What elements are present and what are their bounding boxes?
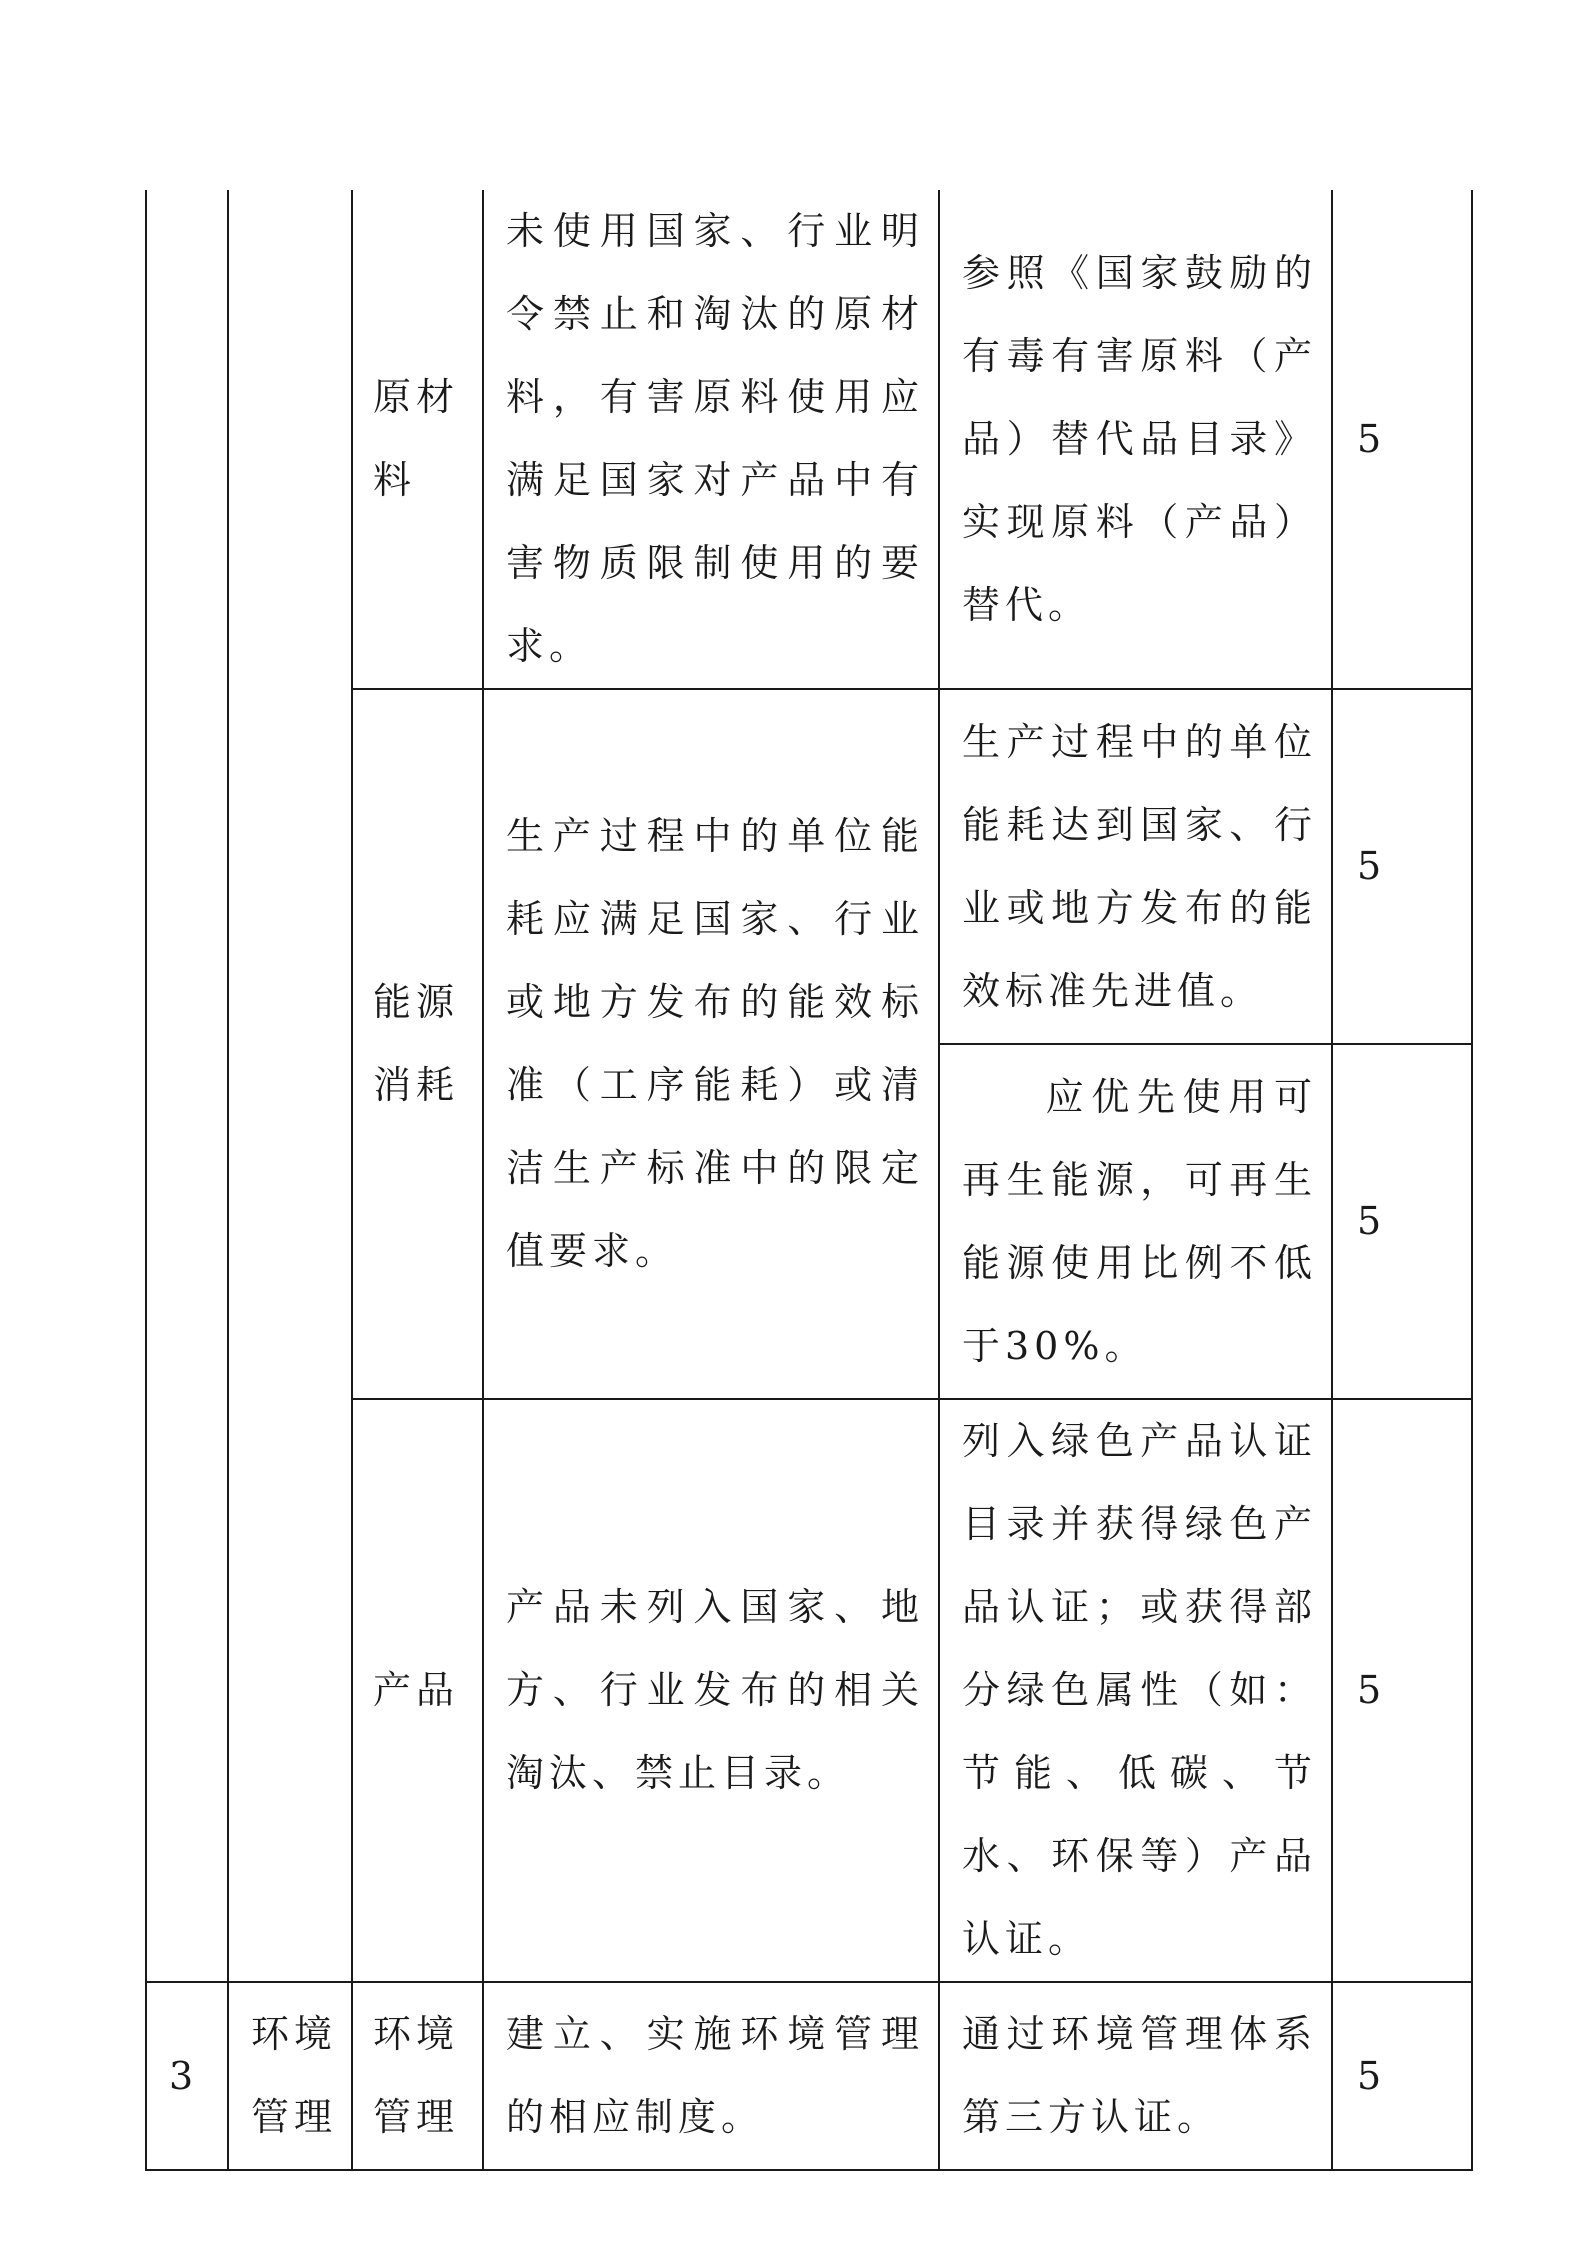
- cell-number-continued: [146, 190, 228, 1982]
- evaluation-table: [145, 190, 1473, 2171]
- cell-category-environment: 环境 管理: [228, 1982, 352, 2170]
- cell-reference-energy-b: 应优先使用可再生能源，可再生能源使用比例不低于30%。: [939, 1044, 1332, 1399]
- cell-requirement-product: 产品未列入国家、地方、行业发布的相关淘汰、禁止目录。: [483, 1399, 939, 1982]
- cell-reference-environment: 通过环境管理体系第三方认证。: [939, 1982, 1332, 2170]
- cell-item-environment: 环境 管理: [352, 1982, 483, 2170]
- cell-item-product: 产品: [352, 1399, 483, 1982]
- cell-score-energy-b: 5: [1332, 1044, 1472, 1399]
- table-row-raw-materials: [146, 190, 1472, 689]
- cell-reference-energy-a: 生产过程中的单位能耗达到国家、行业或地方发布的能效标准先进值。: [939, 689, 1332, 1044]
- cell-requirement-raw-materials: 未使用国家、行业明令禁止和淘汰的原材料，有害原料使用应满足国家对产品中有害物质限制使用的要求。: [483, 190, 939, 689]
- cell-reference-raw-materials: 参照《国家鼓励的有毒有害原料（产品）替代品目录》实现原料（产品）替代。: [939, 190, 1332, 689]
- cell-item-raw-materials: 原材 料: [352, 190, 483, 689]
- cell-requirement-environment: 建立、实施环境管理的相应制度。: [483, 1982, 939, 2170]
- cell-score-environment: 5: [1332, 1982, 1472, 2170]
- cell-number: 3: [146, 1982, 228, 2170]
- cell-category-continued: [228, 190, 352, 1982]
- cell-score-energy-a: 5: [1332, 689, 1472, 1044]
- cell-item-energy: 能源 消耗: [352, 689, 483, 1399]
- cell-score-product: 5: [1332, 1399, 1472, 1982]
- table-row-environment-management: [146, 1982, 1472, 2170]
- cell-score-raw-materials: 5: [1332, 190, 1472, 689]
- cell-reference-product: 列入绿色产品认证目录并获得绿色产品认证；或获得部分绿色属性（如：节能、低碳、节水、环保等）产品认证。: [939, 1399, 1332, 1982]
- cell-requirement-energy: 生产过程中的单位能耗应满足国家、行业或地方发布的能效标准（工序能耗）或清洁生产标准中的限定值要求。: [483, 689, 939, 1399]
